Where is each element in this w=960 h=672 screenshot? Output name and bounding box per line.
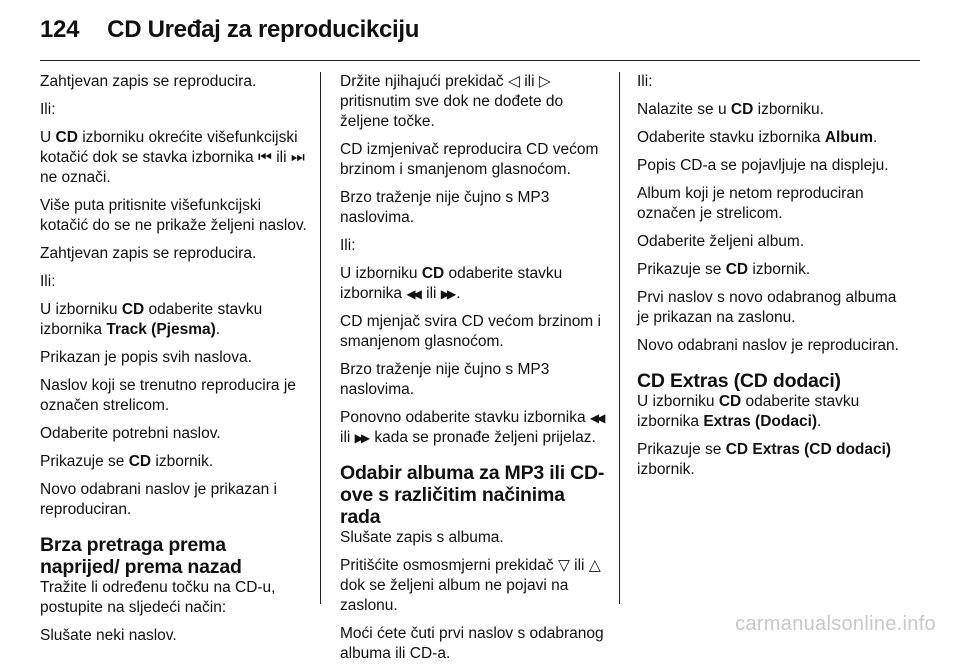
- paragraph: Brzo traženje nije čujno s MP3 naslovima.: [340, 361, 550, 398]
- paragraph: Prvi naslov s novo odabranog albuma je prikazan na zaslonu.: [637, 289, 897, 326]
- paragraph: Album koji je netom reproduciran označen je strelicom.: [637, 185, 864, 222]
- menu-term-cd: CD: [421, 265, 445, 282]
- menu-term-cd-extras: CD Extras (CD dodaci): [725, 441, 892, 458]
- column-divider-1: [320, 72, 321, 604]
- fast-forward-icon: ▶▶: [354, 431, 368, 445]
- column-divider-2: [619, 72, 620, 604]
- paragraph: Moći ćete čuti prvi naslov s odabranog albuma ili CD-a.: [340, 625, 604, 662]
- paragraph: Ponovno odaberite stavku izbornika ◀◀ ili ▶▶ kada se pronađe željeni prijelaz.: [340, 409, 603, 446]
- paragraph: Brzo traženje nije čujno s MP3 naslovima.: [340, 189, 550, 226]
- paragraph: Zahtjevan zapis se reproducira.: [40, 245, 257, 262]
- rewind-icon: ◀◀: [589, 411, 603, 425]
- paragraph: Prikazuje se CD Extras (CD dodaci) izbornik.: [637, 441, 892, 478]
- watermark: carmanualsonline.info: [735, 613, 936, 635]
- menu-term-track: Track (Pjesma): [106, 321, 216, 338]
- column-3: [637, 72, 909, 488]
- paragraph: U izborniku CD odaberite stavku izbornika Extras (Dodaci).: [637, 393, 860, 430]
- paragraph: Prikazan je popis svih naslova.: [40, 349, 252, 366]
- menu-term-cd: CD: [730, 101, 754, 118]
- paragraph: Prikazuje se CD izbornik.: [637, 261, 811, 278]
- paragraph: Naslov koji se trenutno reproducira je označen strelicom.: [40, 377, 296, 414]
- paragraph: Ili:: [637, 73, 653, 90]
- paragraph: Odaberite željeni album.: [637, 233, 805, 250]
- column-1: [40, 72, 308, 654]
- menu-term-cd: CD: [55, 129, 78, 146]
- paragraph: CD mjenjač svira CD većom brzinom i smanjenom glasnoćom.: [340, 313, 601, 350]
- paragraph: Zahtjevan zapis se reproducira.: [40, 73, 257, 90]
- down-triangle-icon: ▽: [557, 557, 570, 574]
- right-triangle-icon: ▷: [538, 73, 551, 90]
- paragraph: U izborniku CD odaberite stavku izbornika Track (Pjesma).: [40, 301, 263, 338]
- paragraph: Prikazuje se CD izbornik.: [40, 453, 214, 470]
- paragraph: Više puta pritisnite višefunkcijski kotačić do se ne prikaže željeni naslov.: [40, 197, 307, 234]
- paragraph: Popis CD-a se pojavljuje na displeju.: [637, 157, 889, 174]
- paragraph: Tražite li određenu točku na CD-u, postupite na sljedeći način:: [40, 579, 276, 616]
- header-rule: [40, 60, 920, 61]
- paragraph: Nalazite se u CD izborniku.: [637, 101, 824, 118]
- paragraph: Ili:: [40, 101, 56, 118]
- paragraph: Odaberite stavku izbornika Album.: [637, 129, 878, 146]
- fast-forward-icon: ▶▶: [440, 287, 454, 301]
- page-title: CD Uređaj za reproducikciju: [107, 16, 420, 43]
- paragraph: Ili:: [40, 273, 56, 290]
- paragraph: Slušate zapis s albuma.: [340, 529, 504, 546]
- up-triangle-icon: △: [588, 557, 601, 574]
- page-number: 124: [40, 16, 80, 43]
- paragraph: U CD izborniku okrećite višefunkcijski kotačić dok se stavka izbornika ⏮ ili ⏭ ne označi.: [40, 129, 305, 186]
- menu-term-extras: Extras (Dodaci): [703, 413, 818, 430]
- left-triangle-icon: ◁: [508, 73, 520, 90]
- column-2: [340, 72, 608, 672]
- paragraph: Ili:: [340, 237, 356, 254]
- section-heading-fast-search: Brza pretraga prema naprijed/ prema nazad: [40, 534, 242, 578]
- next-track-icon: ⏭: [290, 149, 305, 166]
- section-heading-cd-extras: CD Extras (CD dodaci): [637, 370, 841, 392]
- menu-term-cd: CD: [718, 393, 742, 410]
- paragraph: Novo odabrani naslov je reproduciran.: [637, 337, 899, 354]
- paragraph: U izborniku CD odaberite stavku izbornika ◀◀ ili ▶▶ .: [340, 265, 563, 302]
- paragraph: CD izmjenivač reproducira CD većom brzinom i smanjenom glasnoćom.: [340, 141, 599, 178]
- paragraph: Pritišćite osmosmjerni prekidač ▽ ili △ dok se željeni album ne pojavi na zaslonu.: [340, 557, 601, 614]
- paragraph: Držite njihajući prekidač ◁ ili ▷ pritisnutim sve dok ne dođete do željene točke.: [340, 73, 564, 130]
- menu-term-cd: CD: [725, 261, 749, 278]
- menu-term-album: Album: [824, 129, 874, 146]
- prev-track-icon: ⏮: [257, 149, 272, 166]
- menu-term-cd: CD: [121, 301, 145, 318]
- paragraph: Odaberite potrebni naslov.: [40, 425, 221, 442]
- rewind-icon: ◀◀: [406, 287, 419, 301]
- section-heading-album-select: Odabir albuma za MP3 ili CD-ove s različitim načinima rada: [340, 462, 605, 528]
- page-header: [40, 10, 920, 50]
- paragraph: Novo odabrani naslov je prikazan i reproduciran.: [40, 481, 277, 518]
- menu-term-cd: CD: [128, 453, 152, 470]
- paragraph: Slušate neki naslov.: [40, 627, 177, 644]
